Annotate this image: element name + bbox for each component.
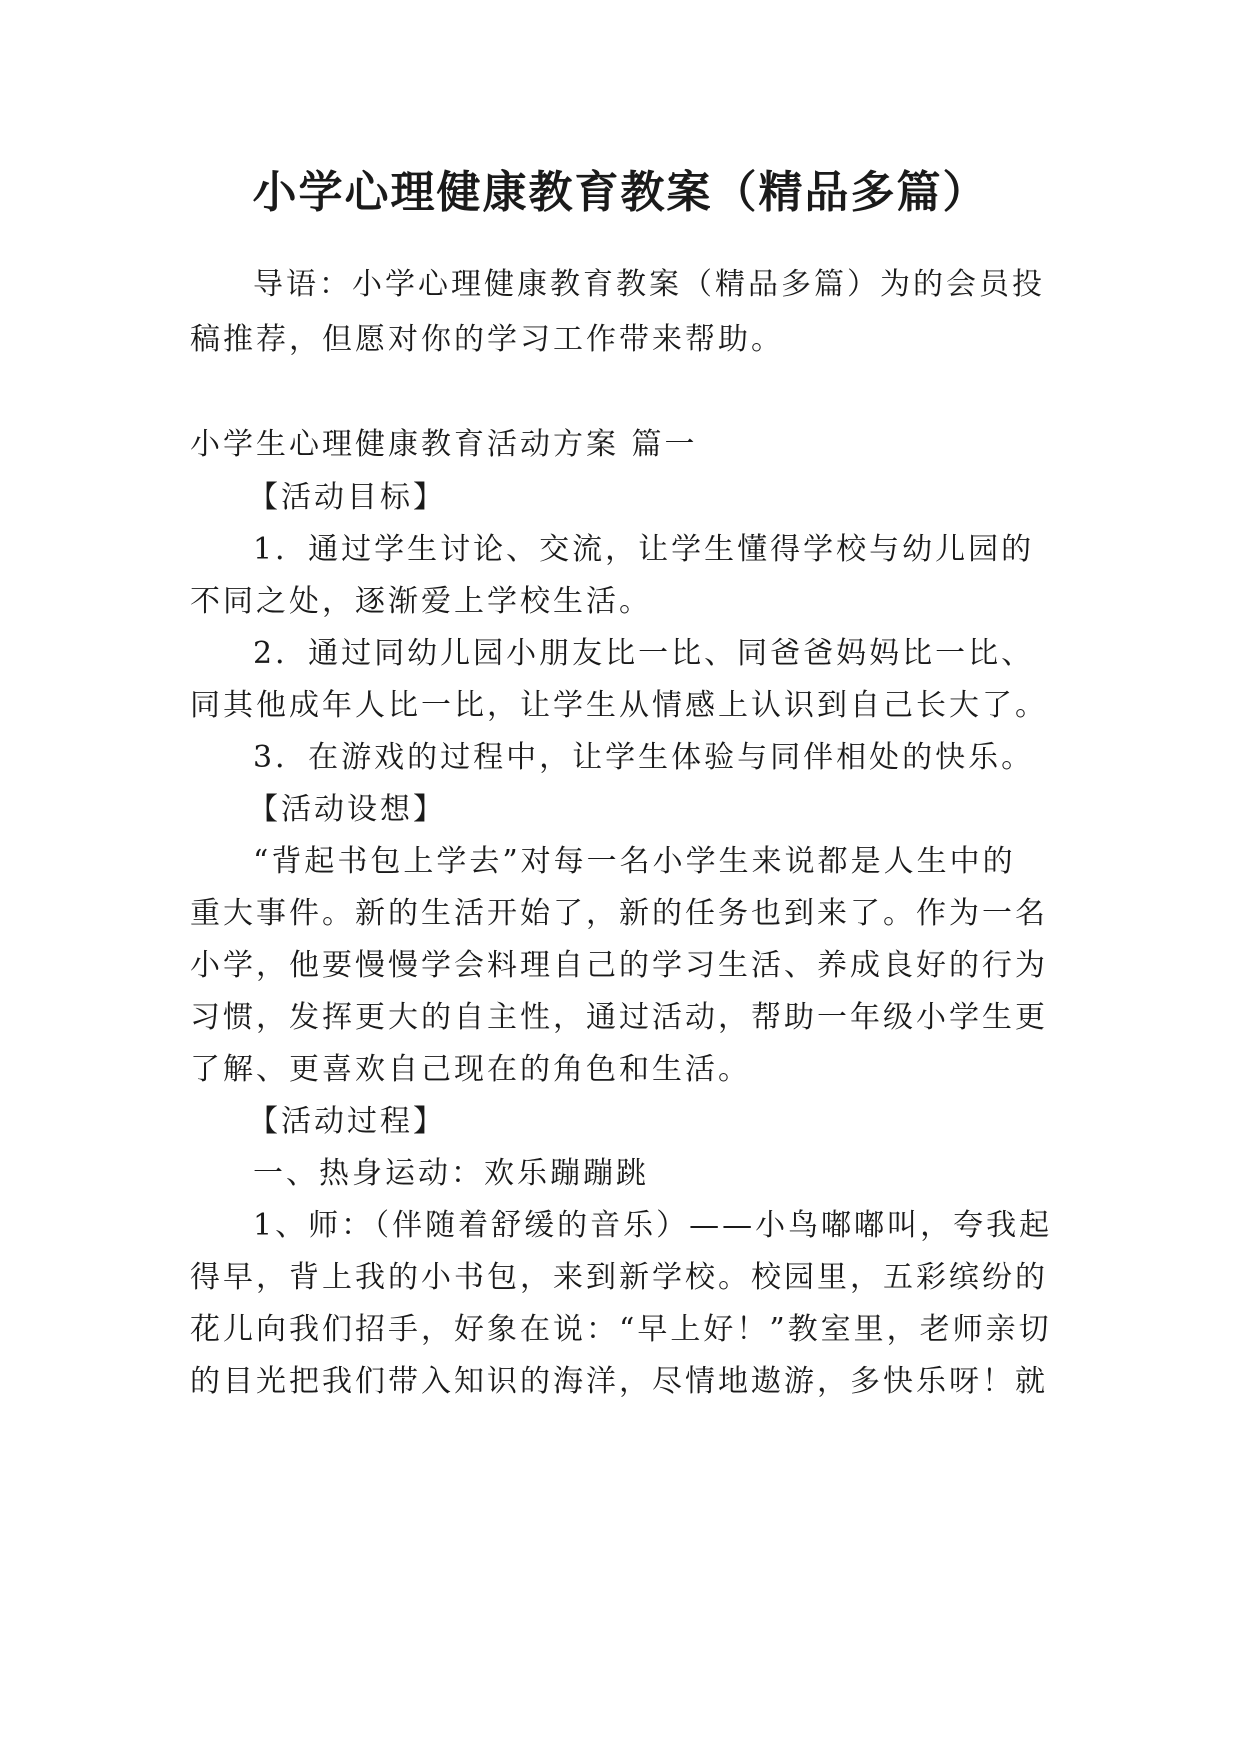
paragraph-line: 3．在游戏的过程中，让学生体验与同伴相处的快乐。: [253, 740, 1035, 775]
paragraph-line: 的目光把我们带入知识的海洋，尽情地遨游，多快乐呀！就: [190, 1364, 1048, 1399]
paragraph-line: 重大事件。新的生活开始了，新的任务也到来了。作为一名: [190, 896, 1048, 931]
subheading-goals: 【活动目标】: [248, 480, 446, 515]
paragraph-line: 了解、更喜欢自己现在的角色和生活。: [190, 1052, 751, 1087]
paragraph-line: 得早，背上我的小书包，来到新学校。校园里，五彩缤纷的: [190, 1260, 1048, 1295]
paragraph-line: 同其他成年人比一比，让学生从情感上认识到自己长大了。: [190, 688, 1048, 723]
paragraph-line: 1．通过学生讨论、交流，让学生懂得学校与幼儿园的: [253, 532, 1035, 567]
subheading-process: 【活动过程】: [248, 1104, 446, 1139]
paragraph-line: 花儿向我们招手，好象在说：“早上好！”教室里，老师亲切: [190, 1312, 1052, 1347]
intro-line-2: 稿推荐，但愿对你的学习工作带来帮助。: [190, 322, 784, 357]
document-title: 小学心理健康教育教案（精品多篇）: [252, 167, 989, 218]
paragraph-line: 习惯，发挥更大的自主性，通过活动，帮助一年级小学生更: [190, 1000, 1048, 1035]
paragraph-line: 一、热身运动：欢乐蹦蹦跳: [253, 1156, 649, 1191]
intro-line-1: 导语：小学心理健康教育教案（精品多篇）为的会员投: [253, 267, 1045, 302]
paragraph-line: 小学，他要慢慢学会料理自己的学习生活、养成良好的行为: [190, 948, 1048, 983]
subheading-ideas: 【活动设想】: [248, 792, 446, 827]
paragraph-line: 不同之处，逐渐爱上学校生活。: [190, 584, 652, 619]
paragraph-line: “背起书包上学去”对每一名小学生来说都是人生中的: [253, 844, 1016, 879]
paragraph-line: 2．通过同幼儿园小朋友比一比、同爸爸妈妈比一比、: [253, 636, 1035, 671]
section-heading: 小学生心理健康教育活动方案 篇一: [190, 427, 698, 462]
paragraph-line: 1、师：（伴随着舒缓的音乐）——小鸟嘟嘟叫，夸我起: [253, 1208, 1053, 1243]
